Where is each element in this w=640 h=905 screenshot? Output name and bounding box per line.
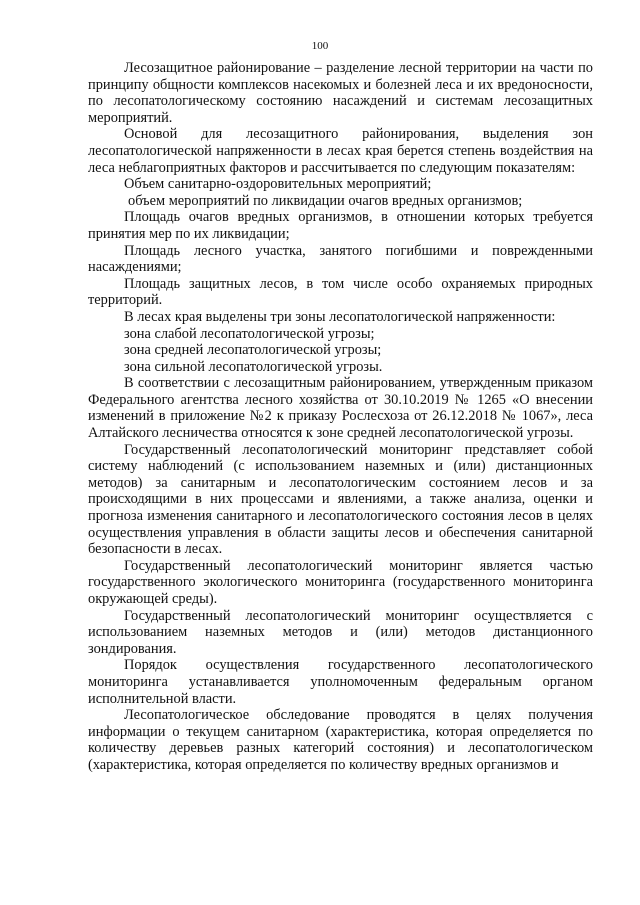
indicator-item: Площадь очагов вредных организмов, в отношении которых требуется принятия мер по их ликвидации; <box>88 209 593 242</box>
paragraph-monitoring-part: Государственный лесопатологический мониторинг является частью государственного экологического мониторинга (государственного мониторинга окружающей среды). <box>88 557 593 607</box>
zone-item: зона средней лесопатологической угрозы; <box>124 342 382 359</box>
indicator-item: объем мероприятий по ликвидации очагов вредных организмов; <box>128 192 523 209</box>
paragraph-monitoring-definition: Государственный лесопатологический мониторинг представляет собой систему наблюдений (с использованием наземных и (или) дистанционных методов) за санитарным и лесопатологическим состоянием лесов и за происходящими в них процессами и явлениями, а также анализа, оценки и прогноза изменения санитарного и лесопатологического состояния лесов в целях осуществления управления в области защиты лесов и обеспечения санитарной безопасности в лесах. <box>88 441 593 558</box>
indicator-item: Площадь защитных лесов, в том числе особо охраняемых природных территорий. <box>88 275 593 309</box>
paragraph-survey: Лесопатологическое обследование проводятся в целях получения информации о текущем санитарном (характеристика, которая определяется по количеству деревьев разных категорий состояния) и лесопатологическом (характеристика, которая определяется по количеству вредных организмов и <box>88 707 593 773</box>
paragraph-monitoring-methods: Государственный лесопатологический мониторинг осуществляется с использованием наземных методов и (или) методов дистанционного зондирования. <box>88 607 593 657</box>
paragraph-zones-intro: В лесах края выделены три зоны лесопатологической напряженности: <box>124 308 556 325</box>
page-number: 100 <box>311 40 329 52</box>
indicator-item: Площадь лесного участка, занятого погибшими и поврежденными насаждениями; <box>88 242 593 276</box>
zone-item: зона слабой лесопатологической угрозы; <box>124 325 375 342</box>
zone-item: зона сильной лесопатологической угрозы. <box>124 358 383 375</box>
paragraph-monitoring-procedure: Порядок осуществления государственного лесопатологического мониторинга устанавливается уполномоченным федеральным органом исполнительной власти. <box>88 657 593 707</box>
paragraph-order: В соответствии с лесозащитным районированием, утвержденным приказом Федерального агентства лесного хозяйства от 30.10.2019 № 1265 «О внесении изменений в приложение №2 к приказу Рослесхоза от 26.12.2018 № 1067», леса Алтайского лесничества относятся к зоне средней лесопатологической угрозы. <box>88 375 593 442</box>
paragraph-definition: Лесозащитное районирование – разделение лесной территории на части по принципу общности комплексов насекомых и болезней леса и их вредоносности, по лесопатологическому состоянию насаждений и системам лесозащитных мероприятий. <box>88 60 593 126</box>
paragraph-basis: Основой для лесозащитного районирования, выделения зон лесопатологической напряженности в лесах края берется степень воздействия на леса неблагоприятных факторов и рассчитывается по следующим показателям: <box>88 126 593 176</box>
document-body <box>88 60 593 774</box>
indicator-item: Объем санитарно-оздоровительных мероприятий; <box>124 176 432 193</box>
